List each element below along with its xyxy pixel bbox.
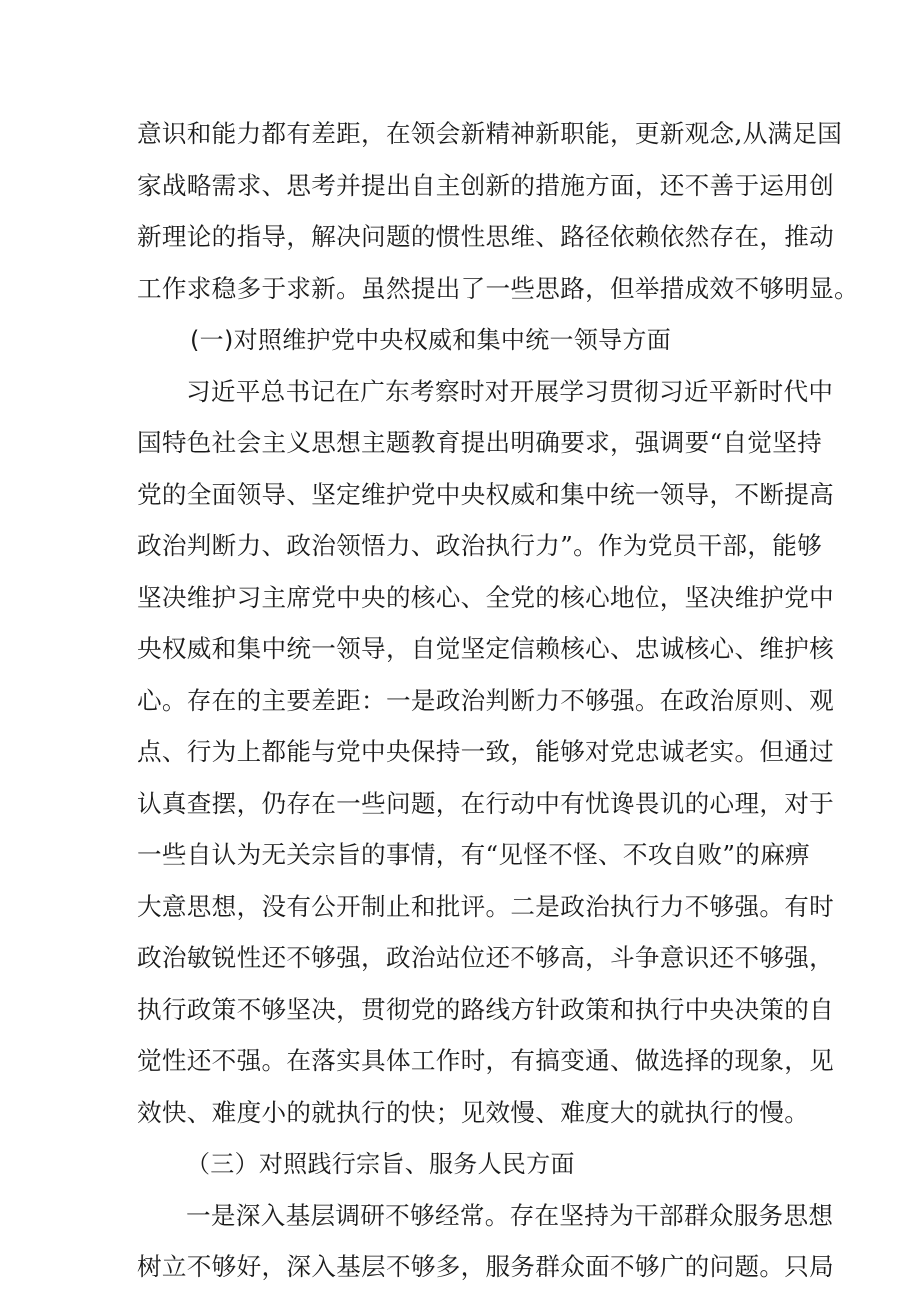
body-text-line: 政治判断力、政治领悟力、政治执行力”。作为党员干部，能够 (137, 531, 823, 560)
body-text-line: 一些自认为无关宗旨的事情，有“见怪不怪、不攻自败”的麻痹 (137, 840, 810, 869)
body-text-line: 执行政策不够坚决，贯彻党的路线方针政策和执行中央决策的自 (137, 995, 835, 1024)
body-text-line: 觉性还不强。在落实具体工作时，有搞变通、做选择的现象，见 (137, 1046, 835, 1075)
body-text-line: 大意思想，没有公开制止和批评。二是政治执行力不够强。有时 (137, 892, 835, 921)
body-text-line: 心。存在的主要差距：一是政治判断力不够强。在政治原则、观 (137, 686, 835, 715)
body-text-line: 效快、难度小的就执行的快；见效慢、难度大的就执行的慢。 (137, 1098, 810, 1127)
body-text-line: 国特色社会主义思想主题教育提出明确要求，强调要“自觉坚持 (137, 428, 823, 457)
body-text-line: 树立不够好，深入基层不够多，服务群众面不够广的问题。只局 (137, 1252, 835, 1281)
body-text-line: 工作求稳多于求新。虽然提出了一些思路，但举措成效不够明显。 (137, 274, 859, 303)
paragraph-first-line: 习近平总书记在广东考察时对开展学习贯彻习近平新时代中 (186, 377, 834, 406)
body-text-line: 家战略需求、思考并提出自主创新的措施方面，还不善于运用创 (137, 171, 835, 200)
body-text-line: 央权威和集中统一领导，自觉坚定信赖核心、忠诚核心、维护核 (137, 634, 835, 663)
body-text-line: 点、行为上都能与党中央保持一致，能够对党忠诚老实。但通过 (137, 737, 835, 766)
body-text-line: 意识和能力都有差距，在领会新精神新职能，更新观念,从满足国 (137, 119, 843, 148)
body-text-line: 坚决维护习主席党中央的核心、全党的核心地位，坚决维护党中 (137, 583, 835, 612)
paragraph-first-line: 一是深入基层调研不够经常。存在坚持为干部群众服务思想 (186, 1201, 834, 1230)
body-text-line: 政治敏锐性还不够强，政治站位还不够高，斗争意识还不够强， (137, 943, 835, 972)
body-text-line: 新理论的指导，解决问题的惯性思维、路径依赖依然存在，推动 (137, 222, 835, 251)
section-heading: (一)对照维护党中央权威和集中统一领导方面 (190, 326, 672, 354)
body-text-line: 党的全面领导、坚定维护党中央权威和集中统一领导，不断提高 (137, 480, 835, 509)
section-heading: （三）对照践行宗旨、服务人民方面 (186, 1150, 575, 1178)
body-text-line: 认真查摆，仍存在一些问题，在行动中有忧谗畏讥的心理，对于 (137, 789, 835, 818)
